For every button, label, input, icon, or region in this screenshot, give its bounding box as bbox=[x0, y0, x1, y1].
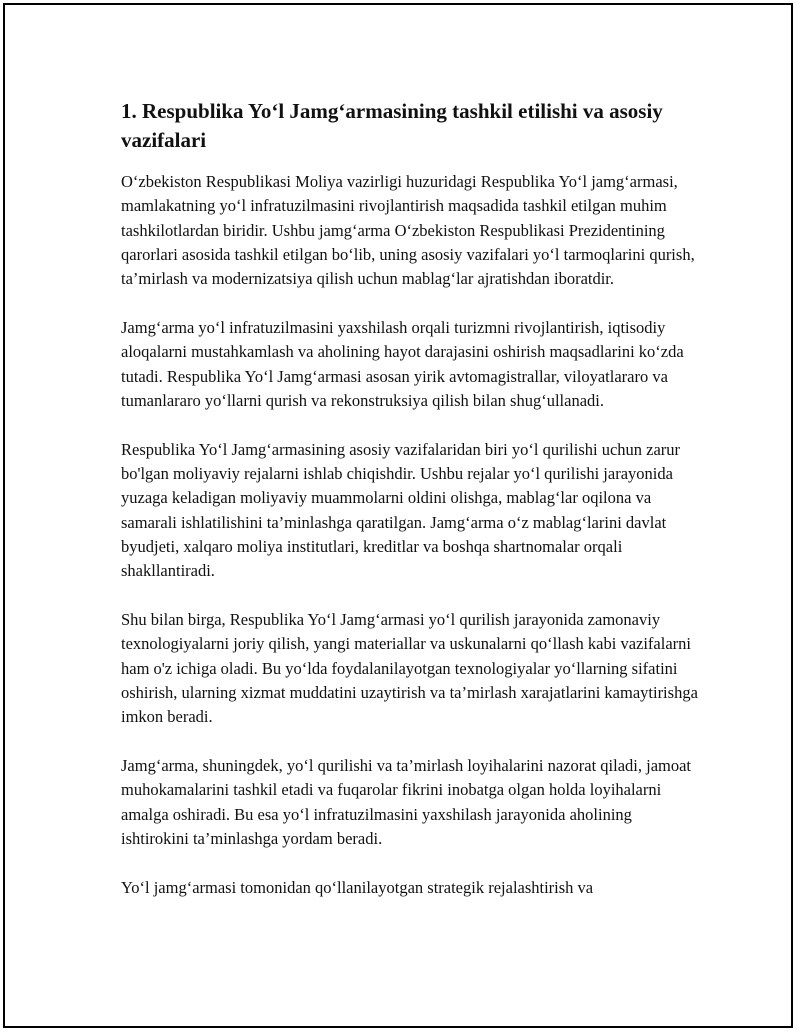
document-body bbox=[121, 97, 701, 924]
paragraph: Jamg‘arma yo‘l infratuzilmasini yaxshilash orqali turizmni rivojlantirish, iqtisodiy aloqalarni mustahkamlash va aholining hayot darajasini oshirish maqsadlarini ko‘zda tutadi. Respublika Yo‘l Jamg‘armasi asosan yirik avtomagistrallar, viloyatlararo va tumanlararo yo‘llarni qurish va rekonstruksiya qilish bilan shug‘ullanadi. bbox=[121, 317, 684, 410]
paragraph: O‘zbekiston Respublikasi Moliya vazirligi huzuridagi Respublika Yo‘l jamg‘armasi, mamlakatning yo‘l infratuzilmasini rivojlantirish maqsadida tashkil etilgan muhim tashkilotlardan biridir. Ushbu jamg‘arma O‘zbekiston Respublikasi Prezidentining qarorlari asosida tashkil etilgan bo‘lib, uning asosiy vazifalari yo‘l tarmoqlarini qurish, ta’mirlash va modernizatsiya qilish uchun mablag‘lar ajratishdan iboratdir. bbox=[121, 172, 695, 289]
paragraph: Shu bilan birga, Respublika Yo‘l Jamg‘armasi yo‘l qurilish jarayonida zamonaviy texnologiyalarni joriy qilish, yangi materiallar va uskunalarni qo‘llash kabi vazifalarni ham o'z ichiga oladi. Bu yo‘lda foydalanilayotgan texnologiyalar yo‘llarning sifatini oshirish, ularning xizmat muddatini uzaytirish va ta’mirlash xarajatlarini kamaytirishga imkon beradi. bbox=[121, 609, 698, 727]
section-heading: 1. Respublika Yo‘l Jamg‘armasining tashkil etilishi va asosiy vazifalari bbox=[121, 99, 663, 152]
paragraph: Jamg‘arma, shuningdek, yo‘l qurilishi va ta’mirlash loyihalarini nazorat qiladi, jamoat muhokamalarini tashkil etadi va fuqarolar fikrini inobatga olgan holda loyihalarni amalga oshiradi. Bu esa yo‘l infratuzilmasini yaxshilash jarayonida aholining ishtirokini ta’minlashga yordam beradi. bbox=[121, 755, 692, 848]
document-page bbox=[3, 3, 793, 1028]
paragraph: Respublika Yo‘l Jamg‘armasining asosiy vazifalaridan biri yo‘l qurilishi uchun zarur bo'lgan moliyaviy rejalarni ishlab chiqishdir. Ushbu rejalar yo‘l qurilishi jarayonida yuzaga keladigan moliyaviy muammolarni oldini olishga, mablag‘lar oqilona va samarali ishlatilishini ta’minlashga qaratilgan. Jamg‘arma o‘z mablag‘larini davlat byudjeti, xalqaro moliya institutlari, kreditlar va boshqa shartnomalar orqali shakllantiradi. bbox=[121, 439, 681, 581]
paragraph: Yo‘l jamg‘armasi tomonidan qo‘llanilayotgan strategik rejalashtirish va bbox=[121, 877, 594, 897]
